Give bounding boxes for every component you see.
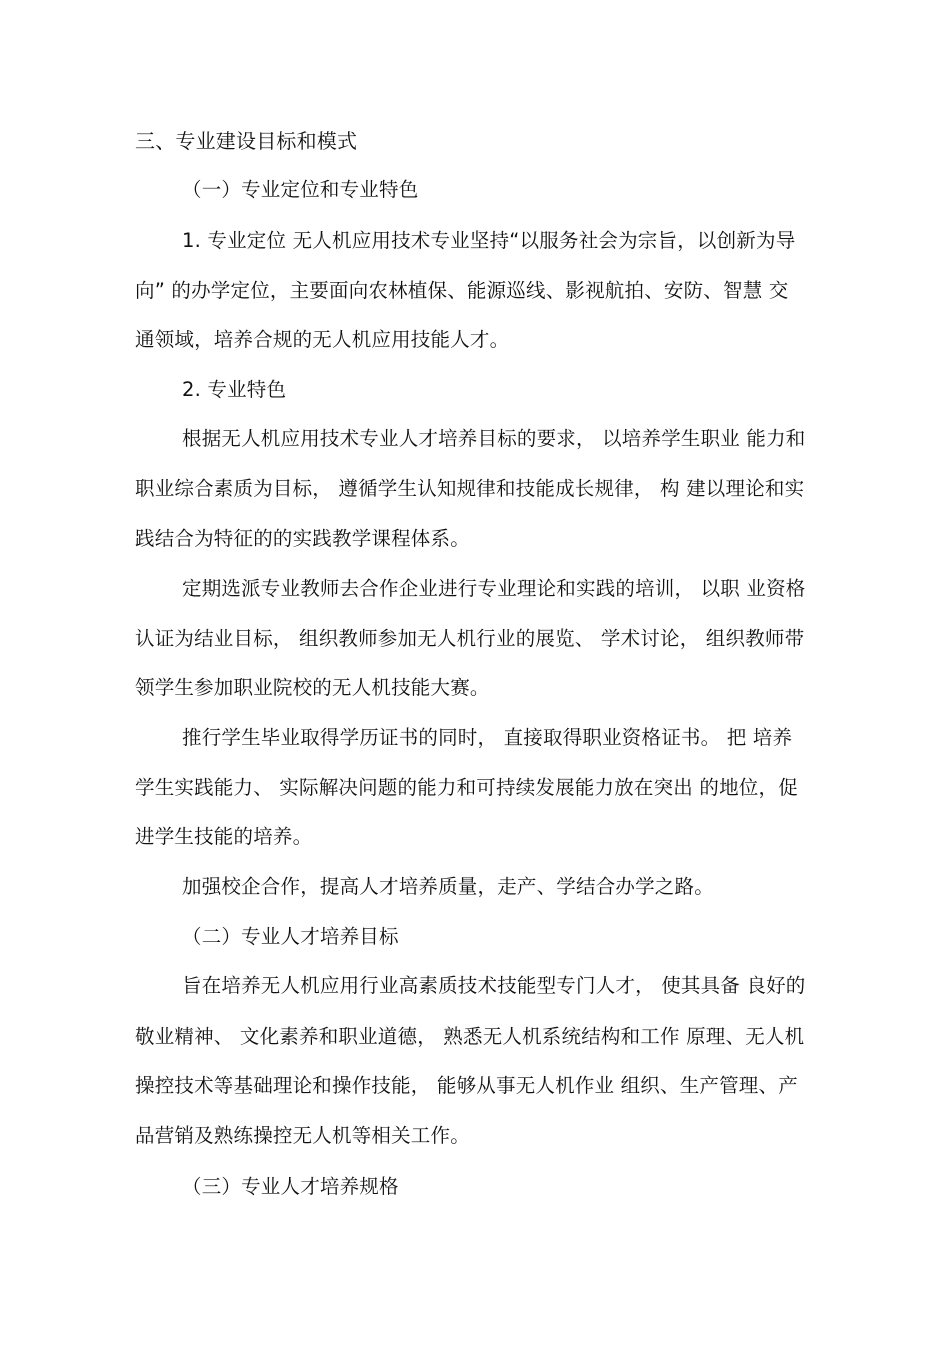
item1-line1: 1. 专业定位 无人机应用技术专业坚持“以服务社会为宗旨，以创新为导 [182,229,796,252]
subsection-heading-2: （二）专业人才培养目标 [182,925,399,948]
para-c-line2: 学生实践能力、 实际解决问题的能力和可持续发展能力放在突出 的地位，促 [135,776,798,799]
para-c-line3: 进学生技能的培养。 [135,825,313,848]
item1-line3: 通领域，培养合规的无人机应用技能人才。 [135,328,510,351]
subsection-heading-1: （一）专业定位和专业特色 [182,178,419,201]
para-c-line1: 推行学生毕业取得学历证书的同时， 直接取得职业资格证书。 把 培养 [182,726,793,749]
para-b-line1: 定期选派专业教师去合作企业进行专业理论和实践的培训， 以职 业资格 [182,577,806,600]
para-a-line3: 践结合为特征的的实践教学课程体系。 [135,527,470,550]
section-title: 三、专业建设目标和模式 [135,129,358,153]
para-e-line3: 操控技术等基础理论和操作技能， 能够从事无人机作业 组织、生产管理、产 [135,1074,798,1097]
para-a-line1: 根据无人机应用技术专业人才培养目标的要求， 以培养学生职业 能力和 [182,427,806,450]
para-b-line3: 领学生参加职业院校的无人机技能大赛。 [135,676,490,699]
item1-line2: 向” 的办学定位，主要面向农林植保、能源巡线、影视航拍、安防、智慧 交 [135,279,789,302]
para-e-line4: 品营销及熟练操控无人机等相关工作。 [135,1124,470,1147]
para-e-line2: 敬业精神、 文化素养和职业道德， 熟悉无人机系统结构和工作 原理、无人机 [135,1025,805,1048]
para-e-line1: 旨在培养无人机应用行业高素质技术技能型专门人才， 使其具备 良好的 [182,974,806,997]
para-b-line2: 认证为结业目标， 组织教师参加无人机行业的展览、 学术讨论， 组织教师带 [135,627,805,650]
para-a-line2: 职业综合素质为目标， 遵循学生认知规律和技能成长规律， 构 建以理论和实 [135,477,805,500]
subsection-heading-3: （三）专业人才培养规格 [182,1175,399,1198]
para-d-line1: 加强校企合作，提高人才培养质量，走产、学结合办学之路。 [182,875,714,898]
item2-heading: 2. 专业特色 [182,378,287,401]
